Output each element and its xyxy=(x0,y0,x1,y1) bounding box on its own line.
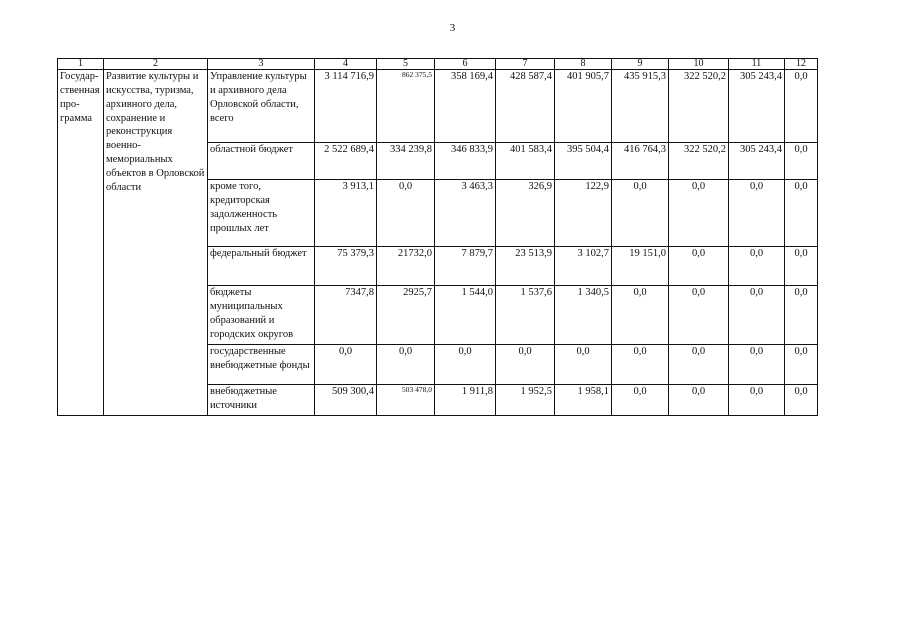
value-cell: 0,0 xyxy=(785,70,818,143)
value-cell: 3 114 716,9 xyxy=(315,70,377,143)
column-header: 3 xyxy=(208,59,315,70)
value-cell: 0,0 xyxy=(669,286,729,345)
value-cell: 0,0 xyxy=(729,286,785,345)
column-header: 11 xyxy=(729,59,785,70)
value-cell: 3 102,7 xyxy=(555,247,612,286)
funding-source-label: федеральный бюджет xyxy=(208,247,315,286)
value-cell: 122,9 xyxy=(555,180,612,247)
value-cell: 0,0 xyxy=(785,345,818,385)
funding-source-label: областной бюджет xyxy=(208,143,315,180)
funding-source-label: Управление культуры и архивного дела Орловской области, всего xyxy=(208,70,315,143)
program-status-cell: Государ-ственная про-грамма xyxy=(58,70,104,416)
value-cell: 435 915,3 xyxy=(612,70,669,143)
value-cell: 2925,7 xyxy=(377,286,435,345)
value-cell: 7347,8 xyxy=(315,286,377,345)
value-cell: 1 952,5 xyxy=(496,385,555,416)
value-cell: 0,0 xyxy=(377,180,435,247)
value-cell: 358 169,4 xyxy=(435,70,496,143)
program-name-cell: Развитие культуры и искусства, туризма, архивного дела, сохранение и реконструкция военно-мемориальных объектов в Орловской области xyxy=(104,70,208,416)
value-cell: 862 375,5 xyxy=(377,70,435,143)
value-cell: 0,0 xyxy=(669,247,729,286)
value-cell: 334 239,8 xyxy=(377,143,435,180)
column-header: 5 xyxy=(377,59,435,70)
value-cell: 0,0 xyxy=(729,385,785,416)
value-cell: 0,0 xyxy=(785,247,818,286)
funding-source-label: кроме того, кредиторская задолженность прошлых лет xyxy=(208,180,315,247)
value-cell: 0,0 xyxy=(729,345,785,385)
value-cell: 0,0 xyxy=(669,385,729,416)
value-cell: 509 300,4 xyxy=(315,385,377,416)
header-row xyxy=(58,59,818,70)
value-cell: 0,0 xyxy=(612,286,669,345)
value-cell: 0,0 xyxy=(669,345,729,385)
value-cell: 401 905,7 xyxy=(555,70,612,143)
column-header: 1 xyxy=(58,59,104,70)
column-header: 2 xyxy=(104,59,208,70)
column-header: 8 xyxy=(555,59,612,70)
funding-source-label: внебюджетные источники xyxy=(208,385,315,416)
column-header: 12 xyxy=(785,59,818,70)
value-cell: 19 151,0 xyxy=(612,247,669,286)
value-cell: 1 537,6 xyxy=(496,286,555,345)
value-cell: 0,0 xyxy=(612,180,669,247)
value-cell: 401 583,4 xyxy=(496,143,555,180)
value-cell: 0,0 xyxy=(612,385,669,416)
value-cell: 0,0 xyxy=(729,247,785,286)
value-cell: 1 958,1 xyxy=(555,385,612,416)
table-row xyxy=(58,70,818,143)
value-cell: 395 504,4 xyxy=(555,143,612,180)
value-cell: 503 478,0 xyxy=(377,385,435,416)
value-cell: 0,0 xyxy=(785,143,818,180)
value-cell: 322 520,2 xyxy=(669,70,729,143)
budget-table xyxy=(57,58,818,416)
value-cell: 21732,0 xyxy=(377,247,435,286)
value-cell: 0,0 xyxy=(729,180,785,247)
value-cell: 1 544,0 xyxy=(435,286,496,345)
column-header: 10 xyxy=(669,59,729,70)
column-header: 7 xyxy=(496,59,555,70)
value-cell: 0,0 xyxy=(435,345,496,385)
value-cell: 0,0 xyxy=(612,345,669,385)
value-cell: 7 879,7 xyxy=(435,247,496,286)
column-header: 6 xyxy=(435,59,496,70)
value-cell: 346 833,9 xyxy=(435,143,496,180)
value-cell: 23 513,9 xyxy=(496,247,555,286)
funding-source-label: государственные внебюджетные фонды xyxy=(208,345,315,385)
value-cell: 322 520,2 xyxy=(669,143,729,180)
value-cell: 1 340,5 xyxy=(555,286,612,345)
value-cell: 0,0 xyxy=(377,345,435,385)
value-cell: 0,0 xyxy=(785,286,818,345)
value-cell: 0,0 xyxy=(496,345,555,385)
value-cell: 0,0 xyxy=(555,345,612,385)
value-cell: 75 379,3 xyxy=(315,247,377,286)
column-header: 9 xyxy=(612,59,669,70)
value-cell: 305 243,4 xyxy=(729,70,785,143)
value-cell: 3 463,3 xyxy=(435,180,496,247)
column-header: 4 xyxy=(315,59,377,70)
value-cell: 0,0 xyxy=(785,180,818,247)
value-cell: 326,9 xyxy=(496,180,555,247)
page-number: 3 xyxy=(449,22,456,34)
value-cell: 0,0 xyxy=(669,180,729,247)
value-cell: 0,0 xyxy=(315,345,377,385)
value-cell: 2 522 689,4 xyxy=(315,143,377,180)
value-cell: 305 243,4 xyxy=(729,143,785,180)
value-cell: 1 911,8 xyxy=(435,385,496,416)
funding-source-label: бюджеты муниципальных образований и городских округов xyxy=(208,286,315,345)
value-cell: 428 587,4 xyxy=(496,70,555,143)
value-cell: 0,0 xyxy=(785,385,818,416)
value-cell: 416 764,3 xyxy=(612,143,669,180)
value-cell: 3 913,1 xyxy=(315,180,377,247)
